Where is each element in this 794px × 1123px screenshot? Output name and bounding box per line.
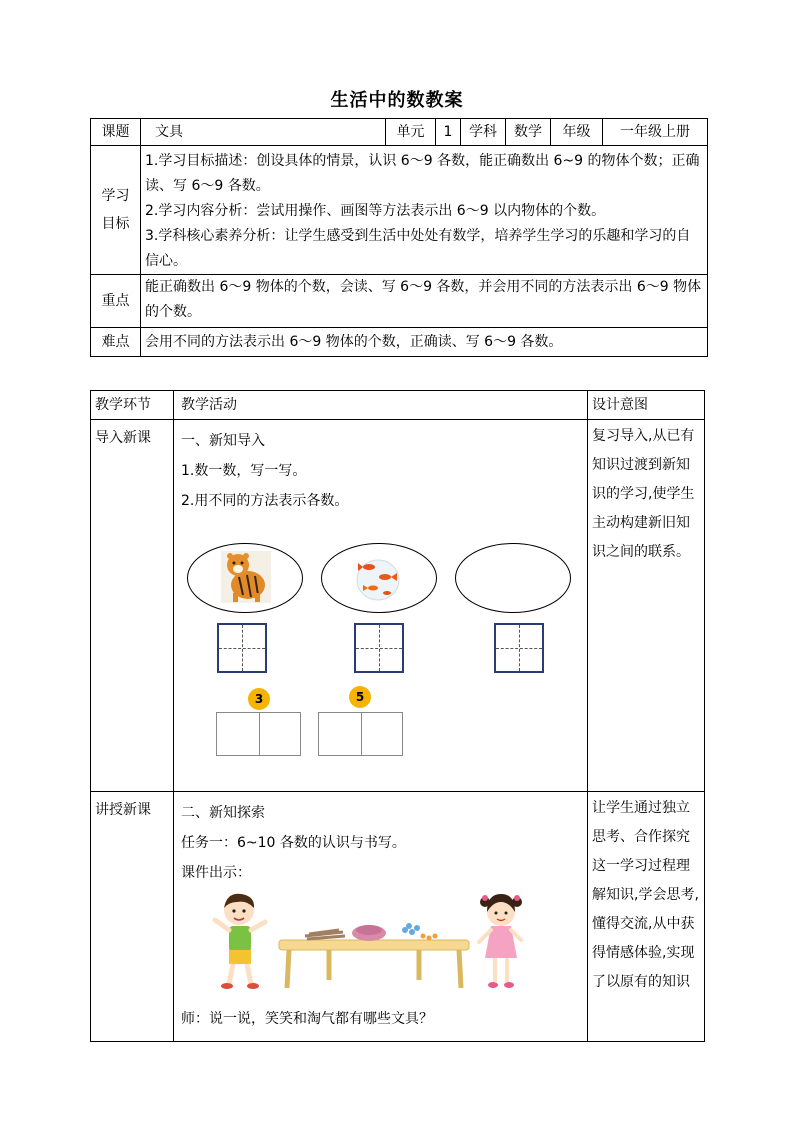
goldfish-ellipse: [321, 543, 437, 613]
intent-explore: 让学生通过独立思考、合作探究这一学习过程理解知识,学会思考,懂得交流,从中获得情感体验,实现了以原有的知识: [588, 792, 705, 1042]
unit-label: 单元: [386, 119, 436, 146]
key-point-label: 重点: [91, 275, 141, 328]
key-point-row: [91, 275, 708, 328]
difficulty-row: [91, 328, 708, 357]
grade-label: 年级: [551, 119, 603, 146]
unit-value: 1: [436, 119, 461, 146]
grade-value: 一年级上册: [603, 119, 708, 146]
goal-line-2: 2.学习内容分析：尝试用操作、画图等方法表示出 6～9 以内物体的个数。: [145, 203, 606, 219]
goal-line-3: 3.学科核心素养分析：让学生感受到生活中处处有数学，培养学生学习的乐趣和学习的自信心。: [145, 228, 691, 269]
col-header-stage: 教学环节: [91, 391, 174, 420]
intro-heading: 一、新知导入: [181, 433, 265, 449]
writing-grid: [217, 623, 267, 673]
col-header-intent: 设计意图: [588, 391, 705, 420]
empty-ellipse: [455, 543, 571, 613]
difficulty-text: 会用不同的方法表示出 6～9 物体的个数，正确读、写 6～9 各数。: [141, 328, 708, 357]
section-intro-row: [91, 420, 705, 792]
tiger-icon: [221, 551, 271, 603]
section-explore-row: [91, 792, 705, 1042]
subject-label: 学科: [461, 119, 506, 146]
goals-label: 学习 目标: [91, 146, 141, 275]
subject-value: 数学: [506, 119, 551, 146]
number-badge: 5: [349, 686, 371, 708]
split-box: [318, 712, 403, 756]
explore-courseware: 课件出示：: [181, 865, 251, 881]
counting-exercise: [181, 516, 580, 784]
page-title: 生活中的数教案: [330, 90, 464, 111]
classroom-illustration: [209, 888, 539, 1000]
activity-intro: [174, 420, 588, 792]
writing-grid: [494, 623, 544, 673]
explore-heading: 二、新知探索: [181, 805, 265, 821]
stage-intro: 导入新课: [91, 420, 174, 792]
teaching-process-table: [90, 390, 705, 1042]
table-with-stationery: [279, 923, 469, 988]
explore-task: 任务一：6~10 各数的认识与书写。: [181, 835, 406, 851]
intro-step-2: 2.用不同的方法表示各数。: [181, 493, 349, 509]
writing-grid: [354, 623, 404, 673]
split-box: [216, 712, 301, 756]
explore-question: 师：说一说，笑笑和淘气都有哪些文具？: [181, 1011, 433, 1027]
lesson-info-table: [90, 118, 708, 357]
intro-step-1: 1.数一数，写一写。: [181, 463, 307, 479]
tiger-ellipse: [187, 543, 303, 613]
boy-figure: [215, 894, 265, 989]
topic-value: 文具: [141, 119, 386, 146]
teaching-header-row: [91, 391, 705, 420]
intent-intro: 复习导入,从已有知识过渡到新知识的学习,使学生主动构建新旧知识之间的联系。: [588, 420, 705, 792]
goal-line-1: 1.学习目标描述：创设具体的情景，认识 6～9 各数，能正确数出 6~9 的物体个数；正确读、写 6～9 各数。: [145, 153, 700, 194]
col-header-activity: 教学活动: [174, 391, 588, 420]
goldfish-icon: [355, 553, 401, 603]
topic-label: 课题: [91, 119, 141, 146]
goals-row: [91, 146, 708, 275]
goals-content: [141, 146, 708, 275]
stage-explore: 讲授新课: [91, 792, 174, 1042]
activity-explore: [174, 792, 588, 1042]
girl-figure: [479, 894, 522, 988]
number-badge: 3: [248, 688, 270, 710]
difficulty-label: 难点: [91, 328, 141, 357]
header-row: [91, 119, 708, 146]
key-point-text: 能正确数出 6～9 物体的个数，会读、写 6～9 各数，并会用不同的方法表示出 6～9 物体的个数。: [141, 275, 708, 328]
